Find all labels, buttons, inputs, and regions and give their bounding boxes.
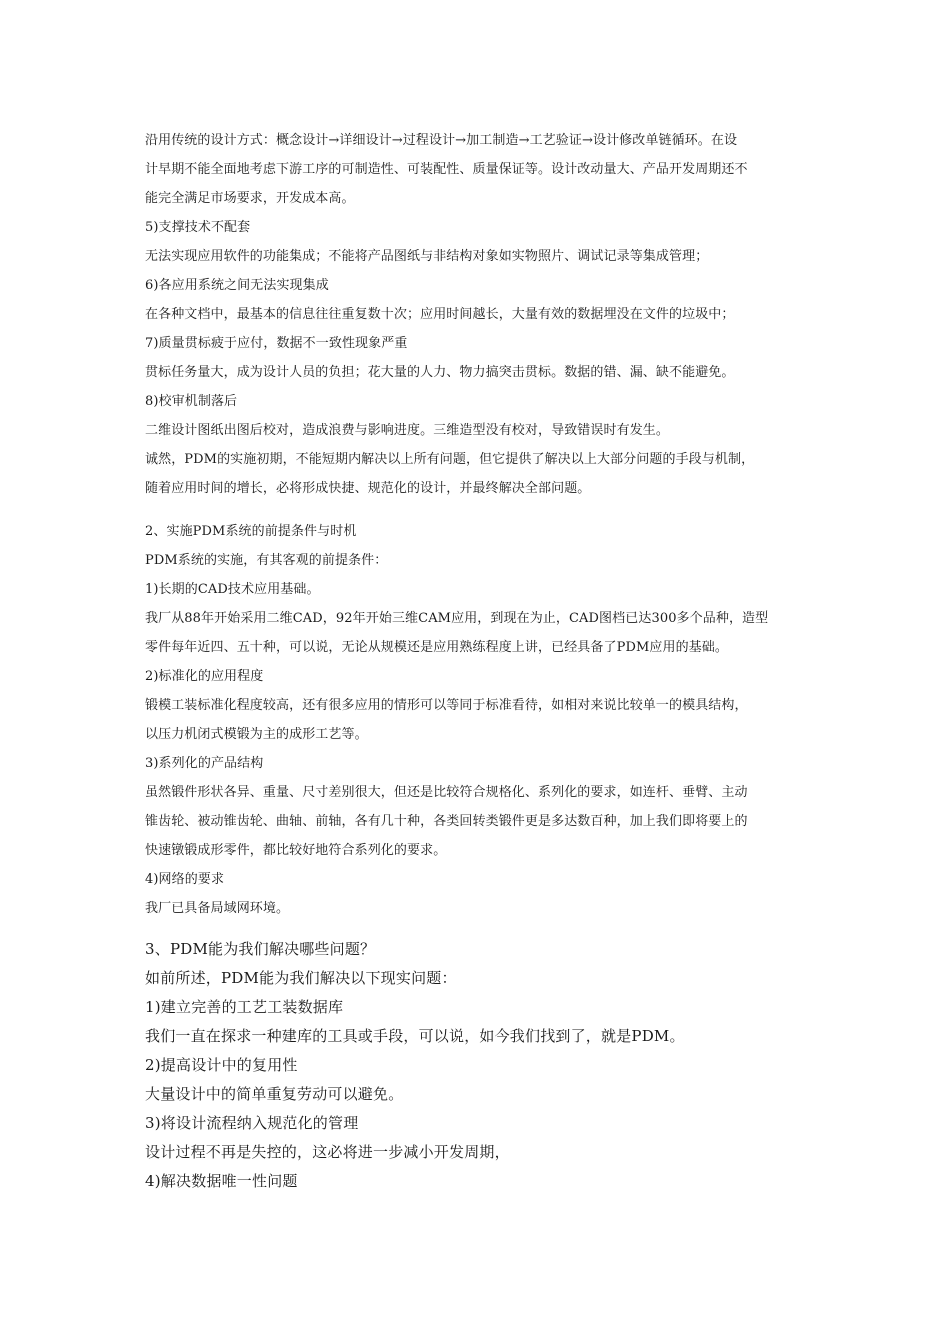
item-heading: 4)网络的要求 [145,872,225,887]
paragraph-line: 大量设计中的简单重复劳动可以避免。 [145,1085,404,1103]
paragraph-line: 我们一直在探求一种建库的工具或手段，可以说，如今我们找到了，就是PDM。 [145,1027,685,1045]
item-heading: 1)建立完善的工艺工装数据库 [145,998,344,1016]
paragraph-line: 以压力机闭式模锻为主的成形工艺等。 [145,727,368,742]
item-heading: 3)系列化的产品结构 [145,756,264,771]
section-2 [145,517,810,923]
paragraph-line: 设计过程不再是失控的，这必将进一步减小开发周期， [145,1143,510,1161]
paragraph-line: 我厂从88年开始采用二维CAD，92年开始三维CAM应用，到现在为止，CAD图档已达300多个品种，造型 [145,611,769,626]
paragraph-line: 锥齿轮、被动锥齿轮、曲轴、前轴，各有几十种，各类回转类锻件更是多达数百种，加上我们即将要上的 [145,814,748,829]
paragraph-line: 零件每年近四、五十种，可以说，无论从规模还是应用熟练程度上讲，已经具备了PDM应用的基础。 [145,640,728,655]
paragraph-line: 沿用传统的设计方式：概念设计→详细设计→过程设计→加工制造→工艺验证→设计修改单链循环。在设 [145,133,738,148]
paragraph-line: 我厂已具备局域网环境。 [145,901,290,916]
paragraph-line: 能完全满足市场要求，开发成本高。 [145,191,355,206]
paragraph-line: 随着应用时间的增长，必将形成快捷、规范化的设计，并最终解决全部问题。 [145,481,591,496]
paragraph-line: 锻模工装标准化程度较高，还有很多应用的情形可以等同于标准看待，如相对来说比较单一的模具结构， [145,698,748,713]
section-heading: 2、实施PDM系统的前提条件与时机 [145,524,357,539]
paragraph-line: PDM系统的实施，有其客观的前提条件： [145,553,388,568]
item-heading: 7)质量贯标疲于应付，数据不一致性现象严重 [145,336,408,351]
paragraph-line: 无法实现应用软件的功能集成；不能将产品图纸与非结构对象如实物照片、调试记录等集成管理； [145,249,709,264]
item-heading: 6)各应用系统之间无法实现集成 [145,278,329,293]
section-heading: 3、PDM能为我们解决哪些问题？ [145,940,376,958]
paragraph-line: 快速镦锻成形零件，都比较好地符合系列化的要求。 [145,843,447,858]
item-heading: 1)长期的CAD技术应用基础。 [145,582,320,597]
item-heading: 3)将设计流程纳入规范化的管理 [145,1114,359,1132]
item-heading: 4)解决数据唯一性问题 [145,1172,298,1190]
paragraph-line: 计早期不能全面地考虑下游工序的可制造性、可装配性、质量保证等。设计改动量大、产品开发周期还不 [145,162,748,177]
item-heading: 8)校审机制落后 [145,394,238,409]
item-heading: 5)支撑技术不配套 [145,220,251,235]
section-top [145,126,810,503]
item-heading: 2)标准化的应用程度 [145,669,264,684]
paragraph-line: 二维设计图纸出图后校对，造成浪费与影响进度。三维造型没有校对，导致错误时有发生。 [145,423,670,438]
item-heading: 2)提高设计中的复用性 [145,1056,298,1074]
paragraph-line: 贯标任务量大，成为设计人员的负担；花大量的人力、物力搞突击贯标。数据的错、漏、缺不能避免。 [145,365,735,380]
paragraph-line: 虽然锻件形状各异、重量、尺寸差别很大，但还是比较符合规格化、系列化的要求，如连杆、垂臂、主动 [145,785,748,800]
section-3 [145,935,810,1196]
document-body [145,126,810,1196]
paragraph-line: 在各种文档中，最基本的信息往往重复数十次；应用时间越长，大量有效的数据埋没在文件的垃圾中； [145,307,735,322]
paragraph-line: 如前所述，PDM能为我们解决以下现实问题： [145,969,457,987]
paragraph-line: 诚然，PDM的实施初期，不能短期内解决以上所有问题，但它提供了解决以上大部分问题的手段与机制， [145,452,755,467]
